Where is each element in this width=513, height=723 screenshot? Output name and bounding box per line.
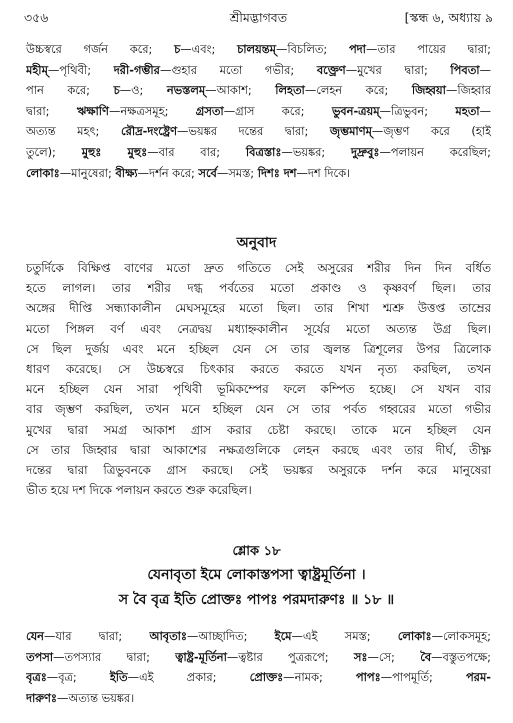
term-meaning: —যার দ্বারা; — [43, 629, 150, 643]
book-title: শ্রীমদ্ভাগবত — [229, 10, 288, 25]
term-meaning: — — [479, 62, 491, 77]
glossary-line — [26, 39, 491, 60]
term-meaning: —নক্ষত্রসমূহ; — [108, 103, 196, 118]
sanskrit-term: চ — [174, 42, 181, 56]
term-meaning: —মানুষেরা; — [59, 165, 116, 180]
translation-line: মুখের দ্বারা সমগ্র আকাশ গ্রাস করার চেষ্টা করছে। তাকে মনে হচ্ছিল যেন — [26, 422, 491, 437]
term-meaning: —এই সমস্ত; — [291, 629, 398, 643]
term-meaning: —গুহার মতো গভীর; — [159, 62, 317, 77]
term-meaning: —বৃত্র; — [46, 670, 110, 685]
term-meaning: —পৃথিবী; — [47, 62, 114, 77]
sanskrit-term: দিশঃ দশ — [257, 165, 297, 180]
translation-line: বার জৃম্ভণ করছিল, তখন মনে হচ্ছিল যেন সে তার পর্বত গহ্বরের মতো গভীর — [26, 402, 491, 417]
verse-line: যেনাবৃতা ইমে লোকাস্তপসা ত্বাষ্ট্রমূর্তিনা । — [147, 567, 366, 583]
translation-line: ধারণ করেছে। সে উচ্চস্বরে চিৎকার করতে করতে যখন নৃত্য করছিল, তখন — [26, 362, 491, 377]
term-meaning: —আকাশ; — [205, 83, 276, 98]
glossary-line — [26, 688, 491, 709]
sanskrit-term: জৃম্ভমাণম্ — [329, 124, 372, 139]
sanskrit-term: দরী-গম্ভীর — [113, 62, 160, 77]
verse-label: শ্লোক ১৮ — [232, 544, 281, 559]
translation-line: সে ছিল দুর্জয় এবং মনে হচ্ছিল যেন সে তার জ্বলন্ত ত্রিশূলের উপর ত্রিলোক — [26, 341, 491, 356]
translation-line: মনে হচ্ছিল যেন সারা পৃথিবী ভূমিকম্পের ফলে কম্পিত হচ্ছে। সে যখন বার — [26, 382, 491, 397]
sanskrit-term: পদা — [348, 42, 366, 56]
sanskrit-term: দুদ্রুবুঃ — [351, 144, 380, 159]
glossary-line — [26, 142, 491, 163]
term-meaning: —জিহ্বার — [445, 83, 491, 98]
term-meaning: —ভয়ঙ্কর; — [281, 144, 352, 159]
term-meaning: —ত্বষ্টার পুত্ররূপে; — [226, 649, 354, 664]
glossary-line — [26, 80, 491, 101]
term-meaning: —সমস্ত; — [216, 165, 258, 180]
term-meaning: পান করে; — [26, 83, 114, 98]
glossary-line — [26, 101, 491, 122]
glossary-line — [26, 60, 491, 81]
verse-line: স বৈ বৃত্র ইতি প্রোক্তঃ পাপঃ পরমদারুণঃ ॥ ১৮ ॥ — [118, 592, 395, 608]
term-meaning: —বিচলিত; — [275, 42, 349, 56]
term-meaning: —ভয়ঙ্কর দন্তের দ্বারা; — [177, 124, 330, 139]
sanskrit-term: সর্বে — [198, 165, 217, 180]
term-meaning: —ও; — [119, 83, 167, 98]
page-number: ৩৫৬ — [24, 10, 49, 25]
term-meaning: —তপস্যার দ্বারা; — [53, 649, 176, 664]
sanskrit-term: লোকাঃ — [397, 629, 432, 643]
sanskrit-term: যেন — [26, 629, 44, 643]
term-meaning: —পলায়ন করেছিল; — [379, 144, 491, 159]
sanskrit-term: পিবতা — [450, 62, 480, 77]
glossary-line — [26, 647, 491, 668]
translation-heading: অনুবাদ — [236, 235, 277, 251]
sanskrit-term: বিত্রস্তাঃ — [245, 144, 282, 159]
term-meaning: — — [479, 103, 491, 118]
verse-word-meaning-glossary — [26, 626, 491, 708]
term-meaning: —লেহন করে; — [304, 83, 412, 98]
term-meaning: —সে; — [367, 649, 421, 664]
translation-line: অঙ্গের দীপ্তি সন্ধ্যাকালীন মেঘসমূহের মতো ছিল। তার শিখা শ্মশ্রু উত্তপ্ত তাম্রের — [26, 301, 491, 316]
sanskrit-term: দারুণঃ — [26, 690, 57, 705]
term-meaning: —তার পায়ের দ্বারা; — [365, 42, 491, 56]
sanskrit-term: রৌদ্র-দংষ্ট্রেণ — [120, 124, 178, 139]
sanskrit-term: লিহতা — [275, 83, 305, 98]
sanskrit-term: জিহ্বয়া — [411, 83, 446, 98]
term-meaning: —বস্তুতপক্ষে; — [431, 649, 491, 664]
glossary-line — [26, 667, 491, 688]
term-meaning: —আচ্ছাদিত; — [187, 629, 275, 643]
sanskrit-term: লোকাঃ — [26, 165, 60, 180]
chapter-reference: [স্কন্ধ ৬, অধ্যায় ৯ — [404, 10, 493, 25]
translation-line: মতো পিঙ্গল বর্ণ এবং নেত্রদ্বয় মধ্যাহ্নকালীন সূর্যের মতো অত্যন্ত উগ্র ছিল। — [26, 321, 491, 336]
word-meaning-glossary — [26, 39, 491, 183]
term-meaning: উচ্চস্বরে গর্জন করে; — [26, 42, 175, 56]
sanskrit-term: বীক্ষ্য — [115, 165, 138, 180]
translation-line: চতুর্দিকে বিক্ষিপ্ত বাণের মতো দ্রুত গতিতে সেই অসুরের শরীর দিন দিন বর্ধিত — [26, 261, 491, 275]
sanskrit-term: মহীম্ — [26, 62, 48, 77]
sanskrit-term: ভুবন-ত্রয়ম্ — [331, 103, 380, 118]
term-meaning: দ্বারা; — [26, 103, 77, 118]
sanskrit-term: ঋক্ষাণি — [76, 103, 109, 118]
sanskrit-term: ইমে — [274, 629, 292, 643]
page-header — [24, 10, 493, 30]
term-meaning: —অত্যন্ত ভয়ঙ্কর। — [57, 690, 135, 705]
term-meaning: —ত্রিভুবন; — [379, 103, 456, 118]
term-meaning: অত্যন্ত মহৎ; — [26, 124, 121, 139]
term-meaning: —বার বার; — [147, 144, 246, 159]
term-meaning: —পাপমূর্তি; — [380, 670, 466, 685]
sanskrit-term: চালয়ন্তম্ — [237, 42, 276, 56]
glossary-line — [26, 163, 491, 184]
sanskrit-term: পরম- — [465, 670, 491, 685]
term-meaning: —এই প্রকার; — [127, 670, 250, 685]
sanskrit-term: নভস্তলম্ — [166, 83, 206, 98]
term-meaning: তুলে); — [26, 144, 82, 159]
sanskrit-term: প্রোক্তঃ — [249, 670, 284, 685]
sanskrit-term: বক্ত্রেণ — [316, 62, 346, 77]
sanskrit-term: গ্রসতা — [195, 103, 224, 118]
sanskrit-term: চ — [113, 83, 120, 98]
term-meaning: —গ্রাস করে; — [223, 103, 332, 118]
sanskrit-term: সঃ — [353, 649, 368, 664]
sanskrit-term: পাপঃ — [355, 670, 381, 685]
term-meaning: —নামক; — [283, 670, 356, 685]
sanskrit-term: ইতি — [109, 670, 128, 685]
term-meaning: —দশ দিকে। — [296, 165, 351, 180]
term-meaning: —মুখের দ্বারা; — [345, 62, 451, 77]
sanskrit-term: মহতা — [455, 103, 480, 118]
translation-line: সে তার জিহ্বার দ্বারা আকাশের নক্ষত্রগুলিকে লেহন করছে এবং তার দীর্ঘ, তীক্ষ্ণ — [26, 442, 491, 457]
term-meaning: —এবং; — [180, 42, 238, 56]
sanskrit-term: আবৃতাঃ — [149, 629, 188, 643]
sanskrit-term: তপসা — [26, 649, 54, 664]
translation-text — [26, 258, 491, 500]
glossary-line — [26, 626, 491, 647]
sanskrit-term: ত্বাষ্ট্র-মূর্তিনা — [175, 649, 227, 664]
term-meaning: —দর্শন করে; — [137, 165, 199, 180]
translation-line: হতে লাগল। তার শরীর দগ্ধ পর্বতের মতো প্রকাণ্ড ও কৃষ্ণবর্ণ ছিল। তার — [26, 281, 491, 296]
sanskrit-term: বৃত্রঃ — [26, 670, 47, 685]
translation-line: ভীত হয়ে দশ দিকে পলায়ন করতে শুরু করেছিল। — [26, 483, 252, 498]
term-meaning: —লোকসমূহ; — [431, 629, 491, 643]
sanskrit-term: মুহুঃ মুহুঃ — [81, 144, 148, 159]
translation-line: দন্তের দ্বারা ত্রিভুবনকে গ্রাস করছে। সেই ভয়ঙ্কর অসুরকে দর্শন করে মানুষেরা — [26, 463, 491, 478]
term-meaning: —জৃম্ভণ করে (হাই — [371, 124, 491, 139]
glossary-line — [26, 121, 491, 142]
sanskrit-term: বৈ — [420, 649, 432, 664]
